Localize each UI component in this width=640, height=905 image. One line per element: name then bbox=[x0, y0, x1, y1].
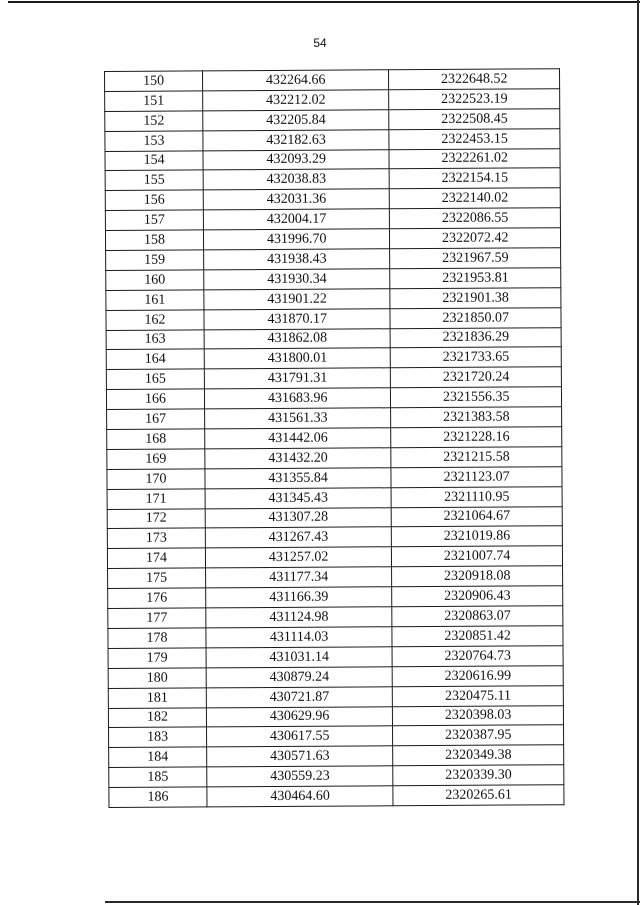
table-row bbox=[106, 347, 561, 370]
x-coordinate-cell: 432205.84 bbox=[203, 110, 389, 131]
y-coordinate-cell: 2322453.15 bbox=[389, 128, 560, 149]
x-coordinate-cell: 431870.17 bbox=[204, 308, 390, 329]
x-coordinate-cell: 431938.43 bbox=[204, 249, 390, 270]
point-number-cell: 168 bbox=[107, 429, 205, 449]
x-coordinate-cell: 431345.43 bbox=[205, 487, 391, 508]
x-coordinate-cell: 431791.31 bbox=[204, 368, 390, 389]
table-row bbox=[106, 268, 561, 291]
scan-top-border bbox=[8, 1, 640, 3]
y-coordinate-cell: 2321064.67 bbox=[392, 506, 563, 527]
table-row bbox=[109, 765, 564, 788]
x-coordinate-cell: 430721.87 bbox=[206, 686, 392, 707]
table-row bbox=[107, 467, 562, 490]
x-coordinate-cell: 430464.60 bbox=[207, 786, 393, 807]
x-coordinate-cell: 431177.34 bbox=[206, 567, 392, 588]
x-coordinate-cell: 430879.24 bbox=[206, 666, 392, 687]
table-row bbox=[105, 108, 560, 131]
x-coordinate-cell: 430559.23 bbox=[207, 766, 393, 787]
y-coordinate-cell: 2322140.02 bbox=[390, 188, 561, 209]
x-coordinate-cell: 432182.63 bbox=[203, 129, 389, 150]
table-row bbox=[108, 646, 563, 669]
point-number-cell: 173 bbox=[107, 528, 205, 548]
x-coordinate-cell: 430629.96 bbox=[206, 706, 392, 727]
x-coordinate-cell: 431307.28 bbox=[205, 507, 391, 528]
point-number-cell: 178 bbox=[108, 628, 206, 648]
x-coordinate-cell: 432212.02 bbox=[203, 90, 389, 111]
y-coordinate-cell: 2321901.38 bbox=[390, 288, 561, 309]
x-coordinate-cell: 432093.29 bbox=[203, 149, 389, 170]
point-number-cell: 156 bbox=[105, 190, 203, 210]
table-row bbox=[105, 188, 560, 211]
y-coordinate-cell: 2321836.29 bbox=[390, 327, 561, 348]
table-row bbox=[105, 148, 560, 171]
point-number-cell: 169 bbox=[107, 449, 205, 469]
x-coordinate-cell: 431901.22 bbox=[204, 289, 390, 310]
x-coordinate-cell: 431432.20 bbox=[205, 448, 391, 469]
table-row bbox=[106, 248, 561, 271]
y-coordinate-cell: 2321110.95 bbox=[391, 486, 562, 507]
point-number-cell: 174 bbox=[107, 548, 205, 568]
y-coordinate-cell: 2321720.24 bbox=[391, 367, 562, 388]
table-row bbox=[108, 566, 563, 589]
point-number-cell: 159 bbox=[106, 250, 204, 270]
y-coordinate-cell: 2321228.16 bbox=[391, 427, 562, 448]
point-number-cell: 186 bbox=[109, 787, 207, 807]
table-row bbox=[107, 427, 562, 450]
point-number-cell: 181 bbox=[108, 687, 206, 707]
y-coordinate-cell: 2321556.35 bbox=[391, 387, 562, 408]
x-coordinate-cell: 431862.08 bbox=[204, 328, 390, 349]
table-row bbox=[106, 288, 561, 311]
point-number-cell: 183 bbox=[109, 727, 207, 747]
y-coordinate-cell: 2320265.61 bbox=[393, 785, 564, 806]
x-coordinate-cell: 431800.01 bbox=[204, 348, 390, 369]
x-coordinate-cell: 430617.55 bbox=[207, 726, 393, 747]
y-coordinate-cell: 2321383.58 bbox=[391, 407, 562, 428]
point-number-cell: 157 bbox=[105, 210, 203, 230]
scan-right-border bbox=[637, 0, 639, 905]
point-number-cell: 163 bbox=[106, 329, 204, 349]
y-coordinate-cell: 2320851.42 bbox=[392, 626, 563, 647]
table-row bbox=[107, 506, 562, 529]
y-coordinate-cell: 2321953.81 bbox=[390, 268, 561, 289]
point-number-cell: 160 bbox=[106, 270, 204, 290]
point-number-cell: 162 bbox=[106, 310, 204, 330]
y-coordinate-cell: 2320918.08 bbox=[392, 566, 563, 587]
x-coordinate-cell: 431124.98 bbox=[206, 607, 392, 628]
coordinates-table bbox=[104, 68, 564, 808]
table-row bbox=[108, 586, 563, 609]
table-row bbox=[105, 208, 560, 231]
x-coordinate-cell: 432004.17 bbox=[203, 209, 389, 230]
x-coordinate-cell: 430571.63 bbox=[207, 746, 393, 767]
x-coordinate-cell: 431683.96 bbox=[204, 388, 390, 409]
table-row bbox=[105, 89, 560, 112]
table-row bbox=[108, 665, 563, 688]
table-row bbox=[109, 725, 564, 748]
y-coordinate-cell: 2322086.55 bbox=[390, 208, 561, 229]
x-coordinate-cell: 431930.34 bbox=[204, 269, 390, 290]
table-row bbox=[105, 128, 560, 151]
y-coordinate-cell: 2320398.03 bbox=[393, 705, 564, 726]
x-coordinate-cell: 431257.02 bbox=[205, 547, 391, 568]
point-number-cell: 152 bbox=[105, 111, 203, 131]
point-number-cell: 165 bbox=[106, 369, 204, 389]
point-number-cell: 185 bbox=[109, 767, 207, 787]
table-row bbox=[108, 626, 563, 649]
table-row bbox=[107, 486, 562, 509]
point-number-cell: 158 bbox=[105, 230, 203, 250]
table-row bbox=[106, 387, 561, 410]
coordinates-table-body bbox=[105, 69, 564, 808]
y-coordinate-cell: 2320616.99 bbox=[392, 665, 563, 686]
table-row bbox=[106, 327, 561, 350]
y-coordinate-cell: 2321019.86 bbox=[392, 526, 563, 547]
point-number-cell: 175 bbox=[108, 568, 206, 588]
point-number-cell: 153 bbox=[105, 131, 203, 151]
x-coordinate-cell: 432264.66 bbox=[203, 70, 389, 91]
y-coordinate-cell: 2321123.07 bbox=[391, 467, 562, 488]
table-row bbox=[105, 69, 560, 92]
x-coordinate-cell: 432031.36 bbox=[203, 189, 389, 210]
x-coordinate-cell: 432038.83 bbox=[203, 169, 389, 190]
point-number-cell: 170 bbox=[107, 469, 205, 489]
y-coordinate-cell: 2320349.38 bbox=[393, 745, 564, 766]
x-coordinate-cell: 431114.03 bbox=[206, 627, 392, 648]
y-coordinate-cell: 2321733.65 bbox=[391, 347, 562, 368]
x-coordinate-cell: 431166.39 bbox=[206, 587, 392, 608]
point-number-cell: 172 bbox=[107, 508, 205, 528]
x-coordinate-cell: 431267.43 bbox=[205, 527, 391, 548]
x-coordinate-cell: 431355.84 bbox=[205, 468, 391, 489]
y-coordinate-cell: 2320387.95 bbox=[393, 725, 564, 746]
table-row bbox=[107, 546, 562, 569]
y-coordinate-cell: 2321850.07 bbox=[390, 307, 561, 328]
point-number-cell: 180 bbox=[108, 668, 206, 688]
table-row bbox=[107, 407, 562, 430]
table-row bbox=[108, 705, 563, 728]
point-number-cell: 176 bbox=[108, 588, 206, 608]
page-number: 54 bbox=[313, 36, 327, 50]
point-number-cell: 151 bbox=[105, 91, 203, 111]
point-number-cell: 171 bbox=[107, 489, 205, 509]
table-row bbox=[106, 307, 561, 330]
x-coordinate-cell: 431996.70 bbox=[203, 229, 389, 250]
y-coordinate-cell: 2322072.42 bbox=[390, 228, 561, 249]
point-number-cell: 179 bbox=[108, 648, 206, 668]
point-number-cell: 155 bbox=[105, 170, 203, 190]
table-row bbox=[107, 526, 562, 549]
table-row bbox=[105, 228, 560, 251]
scan-bottom-border bbox=[105, 901, 640, 903]
y-coordinate-cell: 2320906.43 bbox=[392, 586, 563, 607]
table-row bbox=[109, 745, 564, 768]
table-row bbox=[108, 606, 563, 629]
y-coordinate-cell: 2320339.30 bbox=[393, 765, 564, 786]
y-coordinate-cell: 2322508.45 bbox=[389, 108, 560, 129]
x-coordinate-cell: 431031.14 bbox=[206, 647, 392, 668]
y-coordinate-cell: 2322523.19 bbox=[389, 89, 560, 110]
y-coordinate-cell: 2321215.58 bbox=[391, 447, 562, 468]
y-coordinate-cell: 2321967.59 bbox=[390, 248, 561, 269]
point-number-cell: 164 bbox=[106, 349, 204, 369]
point-number-cell: 150 bbox=[105, 71, 203, 91]
y-coordinate-cell: 2321007.74 bbox=[392, 546, 563, 567]
y-coordinate-cell: 2322261.02 bbox=[389, 148, 560, 169]
table-row bbox=[105, 168, 560, 191]
y-coordinate-cell: 2320863.07 bbox=[392, 606, 563, 627]
y-coordinate-cell: 2320764.73 bbox=[392, 646, 563, 667]
point-number-cell: 166 bbox=[106, 389, 204, 409]
point-number-cell: 177 bbox=[108, 608, 206, 628]
point-number-cell: 182 bbox=[108, 707, 206, 727]
y-coordinate-cell: 2322648.52 bbox=[389, 69, 560, 90]
point-number-cell: 167 bbox=[107, 409, 205, 429]
table-row bbox=[107, 447, 562, 470]
point-number-cell: 184 bbox=[109, 747, 207, 767]
point-number-cell: 154 bbox=[105, 150, 203, 170]
table-row bbox=[109, 785, 564, 808]
table-row bbox=[108, 685, 563, 708]
x-coordinate-cell: 431442.06 bbox=[205, 428, 391, 449]
y-coordinate-cell: 2320475.11 bbox=[393, 685, 564, 706]
x-coordinate-cell: 431561.33 bbox=[205, 408, 391, 429]
table-row bbox=[106, 367, 561, 390]
y-coordinate-cell: 2322154.15 bbox=[389, 168, 560, 189]
point-number-cell: 161 bbox=[106, 290, 204, 310]
